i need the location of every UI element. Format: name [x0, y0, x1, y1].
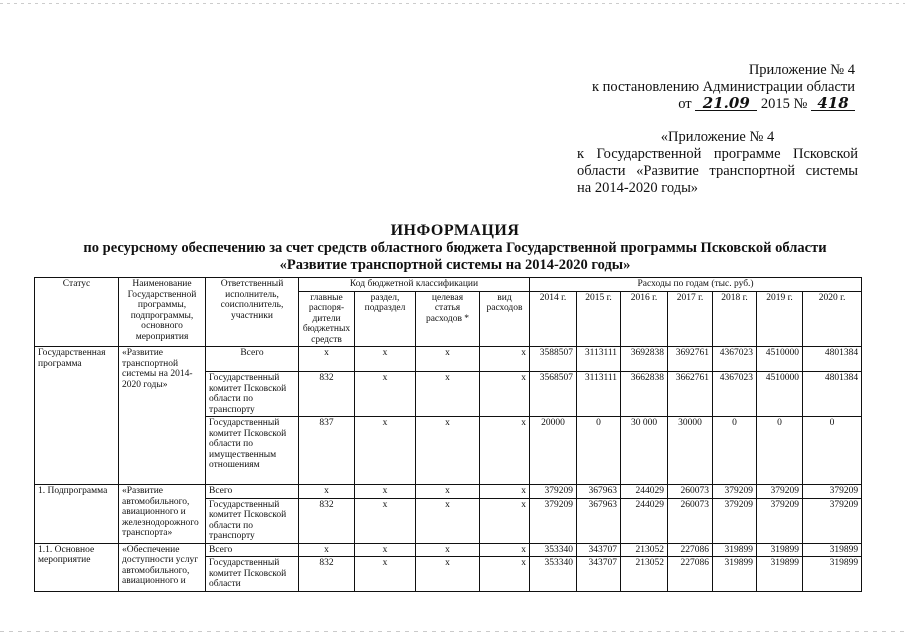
- value-cell: 379209: [803, 485, 862, 499]
- value-cell: 244029: [621, 498, 668, 543]
- grbs-cell: x: [299, 543, 355, 557]
- value-cell: 3662838: [621, 372, 668, 417]
- title-main: ИНФОРМАЦИЯ: [390, 222, 520, 239]
- article-cell: x: [416, 417, 480, 485]
- status-cell: 1. Подпрограмма: [35, 485, 119, 544]
- value-cell: 4367023: [713, 347, 757, 372]
- value-cell: 3692761: [668, 347, 713, 372]
- value-cell: 213052: [621, 557, 668, 592]
- value-cell: 0: [803, 417, 862, 485]
- value-cell: 260073: [668, 485, 713, 499]
- title-line1: по ресурсному обеспечению за счет средств областного бюджета Государственной программы Псковской области: [83, 240, 827, 256]
- value-cell: 4801384: [803, 372, 862, 417]
- type-cell: x: [480, 557, 530, 592]
- executor-cell: Государственный комитет Псковской области по транспорту: [206, 372, 299, 417]
- value-cell: 367963: [577, 498, 621, 543]
- article-cell: x: [416, 347, 480, 372]
- value-cell: 244029: [621, 485, 668, 499]
- value-cell: 3692838: [621, 347, 668, 372]
- appendix-current-line2: к постановлению Администрации области: [591, 79, 855, 95]
- grbs-cell: 837: [299, 417, 355, 485]
- header-year: 2014 г.: [530, 291, 577, 347]
- date-prefix: от: [678, 96, 692, 112]
- status-cell: 1.1. Основное мероприятие: [35, 543, 119, 591]
- value-cell: 227086: [668, 557, 713, 592]
- header-year: 2015 г.: [577, 291, 621, 347]
- appendix-current: [580, 62, 855, 113]
- value-cell: 319899: [757, 557, 803, 592]
- value-cell: 319899: [803, 543, 862, 557]
- grbs-cell: 832: [299, 372, 355, 417]
- value-cell: 4801384: [803, 347, 862, 372]
- value-cell: 4367023: [713, 372, 757, 417]
- grbs-cell: x: [299, 485, 355, 499]
- section-cell: x: [355, 372, 416, 417]
- executor-cell: Государственный комитет Псковской области: [206, 557, 299, 592]
- program-name-cell: «Обеспечение доступности услуг автомобильного, авиационного и: [119, 543, 206, 591]
- header-status: Статус: [35, 278, 119, 347]
- value-cell: 3662761: [668, 372, 713, 417]
- header-year: 2019 г.: [757, 291, 803, 347]
- article-cell: x: [416, 372, 480, 417]
- value-cell: 0: [713, 417, 757, 485]
- header-section: раздел, подраздел: [355, 291, 416, 347]
- header-grbs: главные распоря-дители бюджетных средств: [299, 291, 355, 347]
- article-cell: x: [416, 485, 480, 499]
- header-year: 2020 г.: [803, 291, 862, 347]
- header-article: целевая статья расходов *: [416, 291, 480, 347]
- grbs-cell: 832: [299, 498, 355, 543]
- appendix-original: [577, 129, 858, 197]
- value-cell: 379209: [757, 498, 803, 543]
- value-cell: 30 000: [621, 417, 668, 485]
- status-cell: Государственная программа: [35, 347, 119, 485]
- value-cell: 3113111: [577, 347, 621, 372]
- value-cell: 3568507: [530, 372, 577, 417]
- article-cell: x: [416, 498, 480, 543]
- executor-cell: Всего: [206, 485, 299, 499]
- appendix-original-line3: области «Развитие транспортной системы: [577, 163, 858, 179]
- header-executor: Ответственный исполнитель, соисполнитель, участники: [206, 278, 299, 347]
- handwritten-date: 21.09: [695, 96, 757, 111]
- value-cell: 379209: [530, 498, 577, 543]
- value-cell: 379209: [757, 485, 803, 499]
- header-type: вид расходов: [480, 291, 530, 347]
- value-cell: 353340: [530, 543, 577, 557]
- value-cell: 353340: [530, 557, 577, 592]
- executor-cell: Государственный комитет Псковской области по имущественным отношениям: [206, 417, 299, 485]
- value-cell: 20000: [530, 417, 577, 485]
- year-text: 2015 №: [760, 96, 808, 112]
- resource-table: [34, 277, 862, 592]
- section-cell: x: [355, 417, 416, 485]
- executor-cell: Государственный комитет Псковской области по транспорту: [206, 498, 299, 543]
- section-cell: x: [355, 485, 416, 499]
- header-year: 2017 г.: [668, 291, 713, 347]
- section-cell: x: [355, 557, 416, 592]
- section-cell: x: [355, 347, 416, 372]
- table-row: [35, 543, 862, 557]
- title-line2: «Развитие транспортной системы на 2014-2020 годы»: [279, 257, 631, 273]
- type-cell: x: [480, 372, 530, 417]
- value-cell: 0: [757, 417, 803, 485]
- type-cell: x: [480, 543, 530, 557]
- header-year: 2016 г.: [621, 291, 668, 347]
- value-cell: 0: [577, 417, 621, 485]
- article-cell: x: [416, 557, 480, 592]
- type-cell: x: [480, 417, 530, 485]
- value-cell: 4510000: [757, 372, 803, 417]
- grbs-cell: x: [299, 347, 355, 372]
- appendix-original-line1: «Приложение № 4: [660, 129, 775, 145]
- value-cell: 343707: [577, 543, 621, 557]
- value-cell: 260073: [668, 498, 713, 543]
- value-cell: 3113111: [577, 372, 621, 417]
- value-cell: 319899: [713, 557, 757, 592]
- section-cell: x: [355, 543, 416, 557]
- grbs-cell: 832: [299, 557, 355, 592]
- value-cell: 4510000: [757, 347, 803, 372]
- program-name-cell: «Развитие автомобильного, авиационного и железнодорожного транспорта»: [119, 485, 206, 544]
- section-cell: x: [355, 498, 416, 543]
- type-cell: x: [480, 347, 530, 372]
- type-cell: x: [480, 485, 530, 499]
- header-year: 2018 г.: [713, 291, 757, 347]
- header-expenses: Расходы по годам (тыс. руб.): [530, 278, 862, 292]
- table-row: [35, 485, 862, 499]
- scan-edge-bottom: [0, 631, 905, 632]
- appendix-current-date-line: [580, 96, 855, 113]
- scan-edge-top: [0, 3, 905, 4]
- value-cell: 379209: [803, 498, 862, 543]
- value-cell: 319899: [757, 543, 803, 557]
- value-cell: 227086: [668, 543, 713, 557]
- appendix-current-line1: Приложение № 4: [748, 62, 855, 78]
- appendix-original-line4: на 2014-2020 годы»: [577, 180, 699, 196]
- value-cell: 319899: [713, 543, 757, 557]
- article-cell: x: [416, 543, 480, 557]
- value-cell: 213052: [621, 543, 668, 557]
- value-cell: 379209: [713, 485, 757, 499]
- value-cell: 379209: [713, 498, 757, 543]
- executor-cell: Всего: [206, 543, 299, 557]
- value-cell: 3588507: [530, 347, 577, 372]
- value-cell: 30000: [668, 417, 713, 485]
- handwritten-number: 418: [811, 96, 855, 111]
- program-name-cell: «Развитие транспортной системы на 2014-2020 годы»: [119, 347, 206, 485]
- value-cell: 343707: [577, 557, 621, 592]
- type-cell: x: [480, 498, 530, 543]
- value-cell: 319899: [803, 557, 862, 592]
- header-budget-code: Код бюджетной классификации: [299, 278, 530, 292]
- document-title: [30, 222, 880, 274]
- table-row: [35, 347, 862, 372]
- value-cell: 379209: [530, 485, 577, 499]
- value-cell: 367963: [577, 485, 621, 499]
- executor-cell: Всего: [206, 347, 299, 372]
- header-name: Наименование Государственной программы, подпрограммы, основного мероприятия: [119, 278, 206, 347]
- appendix-original-line2: к Государственной программе Псковской: [577, 146, 858, 162]
